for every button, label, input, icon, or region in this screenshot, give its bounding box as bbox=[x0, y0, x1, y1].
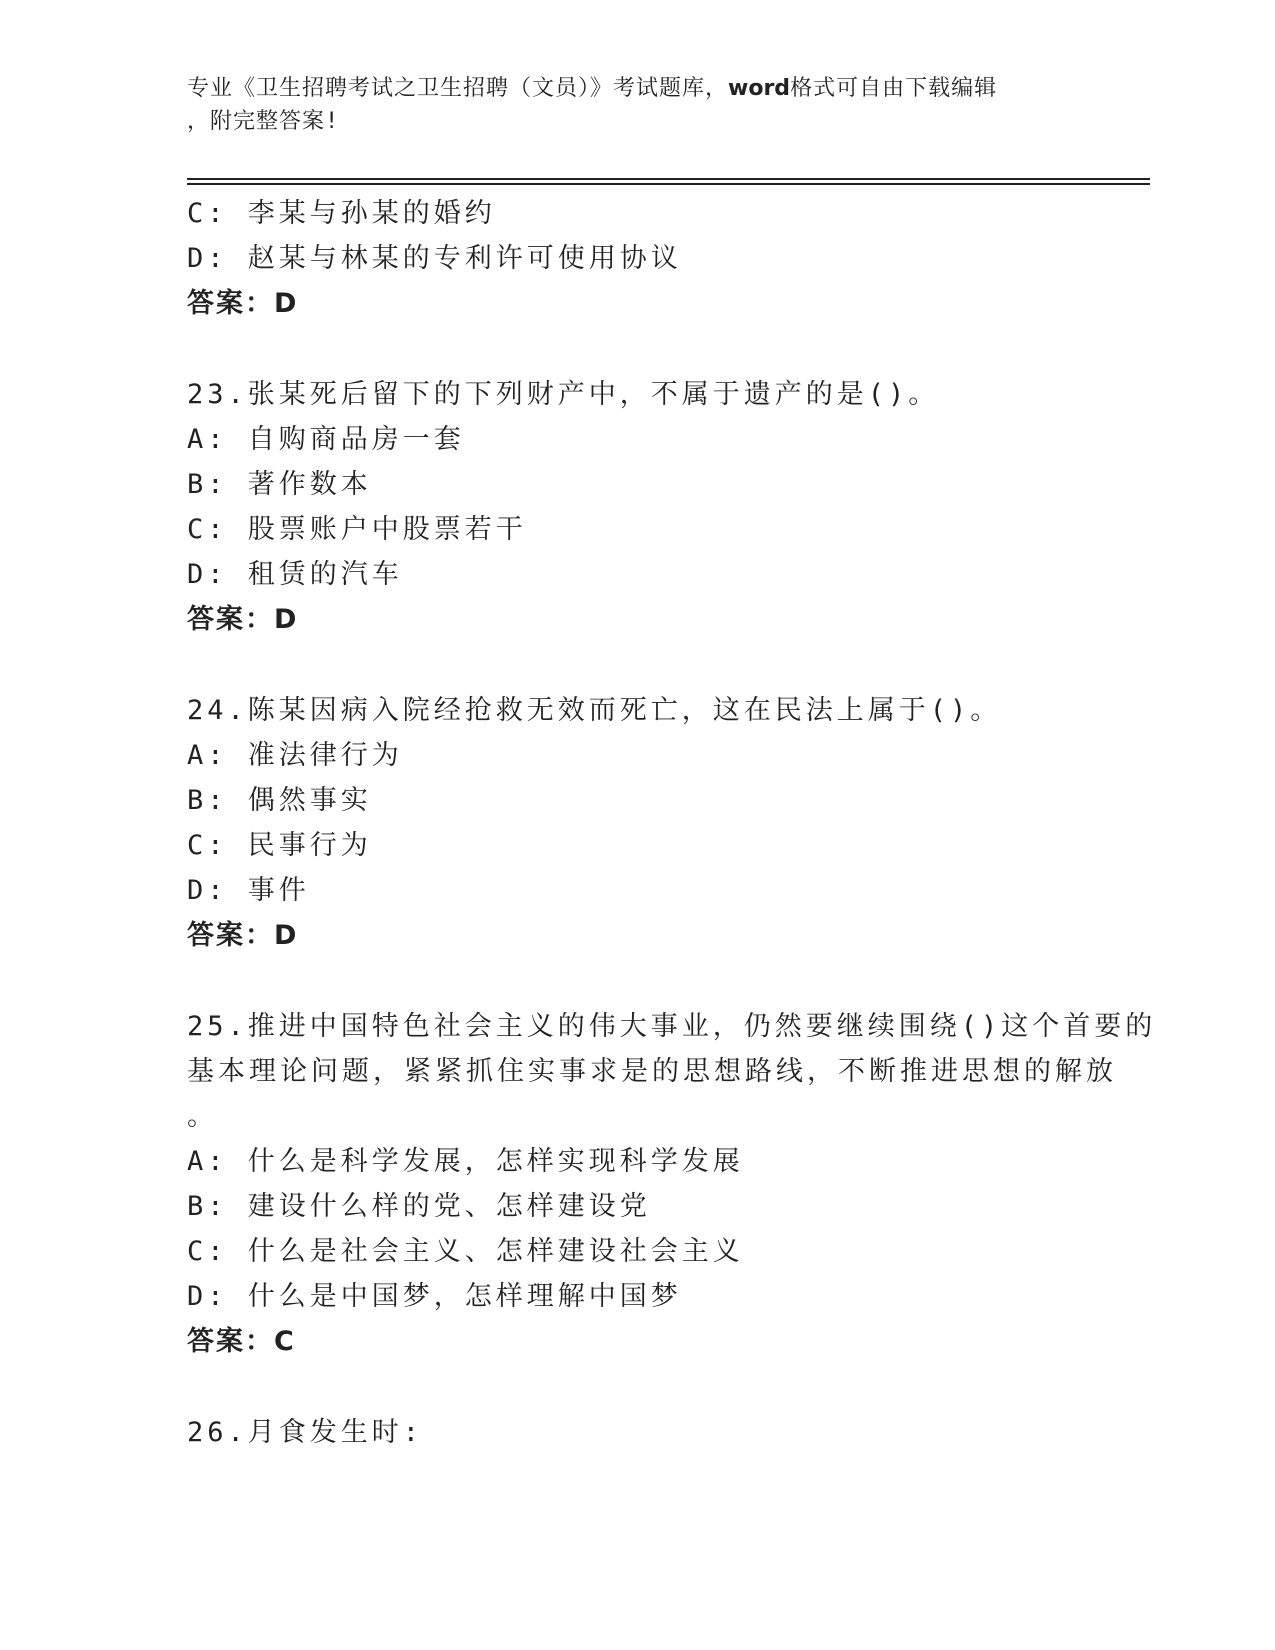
option-c: C: 李某与孙某的婚约 bbox=[187, 198, 496, 229]
option-c: C: 什么是社会主义、怎样建设社会主义 bbox=[187, 1236, 744, 1267]
option-b: B: 偶然事实 bbox=[187, 785, 372, 816]
question-text-line-3: 。 bbox=[187, 1101, 218, 1132]
answer-value: D bbox=[274, 288, 297, 319]
option-b: B: 建设什么样的党、怎样建设党 bbox=[187, 1191, 651, 1222]
answer-label: 答案： bbox=[187, 604, 274, 635]
question-block bbox=[187, 1004, 1157, 1364]
question-block bbox=[187, 1410, 1087, 1455]
question-text: 24.陈某因病入院经抢救无效而死亡，这在民法上属于()。 bbox=[187, 695, 1002, 726]
question-block bbox=[187, 372, 1087, 642]
header-prefix: 专业《卫生招聘考试之卫生招聘（文员）》考试题库， bbox=[187, 76, 729, 101]
option-c: C: 民事行为 bbox=[187, 830, 372, 861]
answer-value: C bbox=[274, 1326, 294, 1357]
option-d: D: 租赁的汽车 bbox=[187, 559, 403, 590]
document-header bbox=[187, 72, 1067, 138]
header-suffix: 格式可自由下载编辑 bbox=[790, 76, 998, 101]
option-d: D: 赵某与林某的专利许可使用协议 bbox=[187, 243, 682, 274]
answer-line bbox=[187, 913, 1087, 958]
header-line-1 bbox=[187, 72, 1067, 105]
answer-line bbox=[187, 1319, 1087, 1364]
answer-value: D bbox=[274, 920, 297, 951]
question-text-line-2: 基本理论问题，紧紧抓住实事求是的思想路线，不断推进思想的解放 bbox=[187, 1056, 1117, 1087]
option-d: D: 事件 bbox=[187, 875, 310, 906]
answer-label: 答案： bbox=[187, 288, 274, 319]
answer-label: 答案： bbox=[187, 920, 274, 951]
option-a: A: 什么是科学发展，怎样实现科学发展 bbox=[187, 1146, 744, 1177]
question-text: 23.张某死后留下的下列财产中，不属于遗产的是()。 bbox=[187, 379, 940, 410]
question-block bbox=[187, 688, 1087, 958]
answer-label: 答案： bbox=[187, 1326, 274, 1357]
question-block bbox=[187, 191, 1087, 326]
option-a: A: 自购商品房一套 bbox=[187, 424, 465, 455]
header-divider-top bbox=[187, 178, 1150, 180]
option-d: D: 什么是中国梦，怎样理解中国梦 bbox=[187, 1281, 682, 1312]
question-text-line-1: 25.推进中国特色社会主义的伟大事业，仍然要继续围绕()这个首要的 bbox=[187, 1011, 1157, 1042]
answer-line bbox=[187, 281, 1087, 326]
answer-value: D bbox=[274, 604, 297, 635]
option-b: B: 著作数本 bbox=[187, 469, 372, 500]
answer-line bbox=[187, 597, 1087, 642]
header-brand: word bbox=[728, 76, 791, 101]
option-c: C: 股票账户中股票若干 bbox=[187, 514, 527, 545]
header-divider-bottom bbox=[187, 183, 1150, 185]
header-line-2: ，附完整答案! bbox=[187, 109, 340, 134]
option-a: A: 准法律行为 bbox=[187, 740, 403, 771]
question-list bbox=[187, 191, 1157, 1455]
question-text: 26.月食发生时: bbox=[187, 1417, 424, 1448]
